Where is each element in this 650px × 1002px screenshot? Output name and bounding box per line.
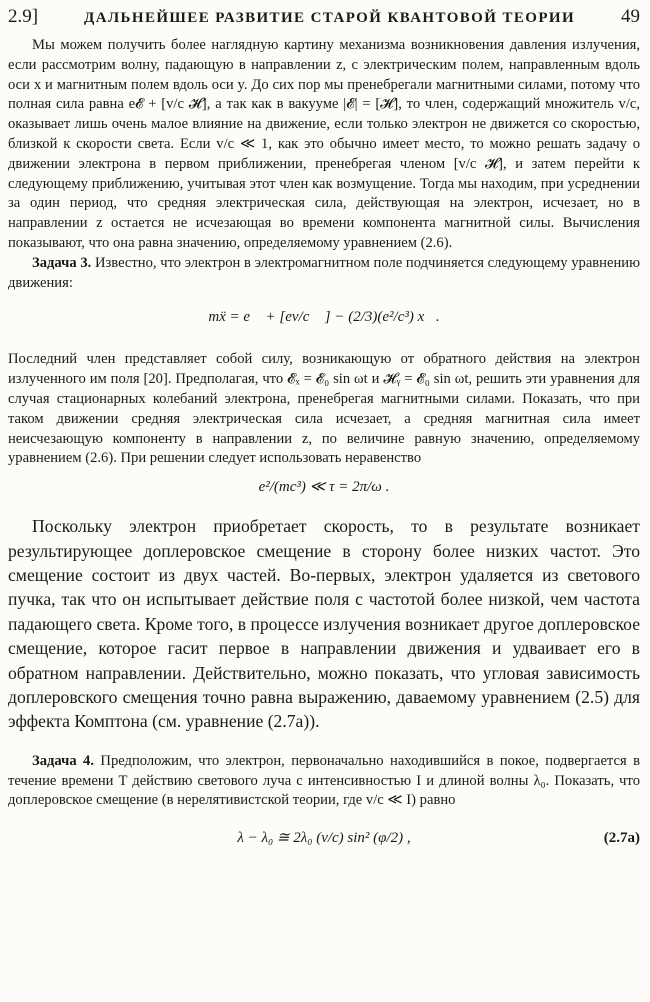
task-3-text: Известно, что электрон в электромагнитном поле подчиняется следующему уравнению движения: <box>8 254 640 291</box>
equation-number: (2.7а) <box>603 830 640 847</box>
inequality-formula: e²/(mc³) ≪ τ = 2π/ω . <box>258 479 390 496</box>
doppler-equation-body: λ − λ₀ ≅ 2λ₀ (v/c) sin² (φ/2) , <box>237 830 411 847</box>
task-3-statement <box>8 254 640 294</box>
task-3-label: Задача 3. <box>32 254 92 271</box>
task-4-statement <box>8 752 640 811</box>
paragraph-doppler-shift: Поскольку электрон приобретает скорость, то в результате возникает результирующее доплеровское смещение в сторону более низких частот. Это смещение состоит из двух частей. Во-первых, электрон удаляется из светового пучка, так что он испытывает действие поля с частотой более низкой, чем частота падающего света. Кроме того, в процессе излучения возникает другое доплеровское смещение, которое гасит первое в направлении движения и удваивает его в обратном направлении. Действительно, можно показать, что угловая зависимость доплеровского смещения точно равна выражению, даваемому уравнением (2.5) для эффекта Комптона (см. уравнение (2.7а)). <box>8 516 640 732</box>
paragraph-radiation-pressure: Мы можем получить более наглядную картину механизма возникновения давления излучения, если рассмотрим волну, падающую в направлении z, с электрическим полем, направленным вдоль оси x и магнитным полем вдоль оси y. До сих пор мы пренебрегали магнитными силами, потому что полная сила равна e𝓔 + [v/c 𝓗], а так как в вакууме |𝓔| = [𝓗], то член, содержащий множитель v/c, оказывает лишь очень малое влияние на движение, если только электрон не движется со скоростью, близкой к скорости света. Если v/c ≪ 1, как это обычно имеет место, то можно решать задачу о движении электрона в первом приближении, пренебрегая членом [v/c 𝓗], и затем перейти к следующему приближению, учитывая этот член как возмущение. Тогда мы находим, при усреднении за один период, что средняя электрическая сила, действующая на электрон, исчезает, но в направлении z остается не исчезающая во времени компонента магнитной силы. Вычисления показывают, что она равна значению, определяемому уравнением (2.6). <box>8 37 640 251</box>
running-title: ДАЛЬНЕЙШЕЕ РАЗВИТИЕ СТАРОЙ КВАНТОВОЙ ТЕОРИИ <box>84 10 576 26</box>
doppler-equation <box>8 821 640 855</box>
task-3-continuation: Последний член представляет собой силу, возникающую от обратного действия на электрон излученного им поля [20]. Предполагая, что 𝓔ₓ = 𝓔₀ sin ωt и 𝓗ᵧ = 𝓔₀ sin ωt, решить эти уравнения для случая стационарных колебаний электрона, пренебрегая магнитными силами. Показать, что при таком движении средняя электрическая сила исчезает, а средняя магнитная сила имеет неисчезающую компоненту в направлении z, по величине равную значению, определяемому уравнением (2.6). При решении следует использовать неравенство <box>8 351 640 467</box>
equation-of-motion: mẍ = e𝓔 + [ev/c 𝓗] − (2/3)(e²/c³) x⃛. <box>208 309 440 326</box>
task-4-text: Предположим, что электрон, первоначально находившийся в покое, подвергается в течение времени T действию светового луча с интенсивностью I и длиной волны λ₀. Показать, что доплеровское смещение (в нерелятивистской теории, где v/c ≪ I) равно <box>8 752 640 809</box>
running-header <box>8 6 640 36</box>
page-number: 49 <box>620 6 640 27</box>
section-number: 2.9] <box>8 6 39 27</box>
task-4-label: Задача 4. <box>32 752 94 769</box>
